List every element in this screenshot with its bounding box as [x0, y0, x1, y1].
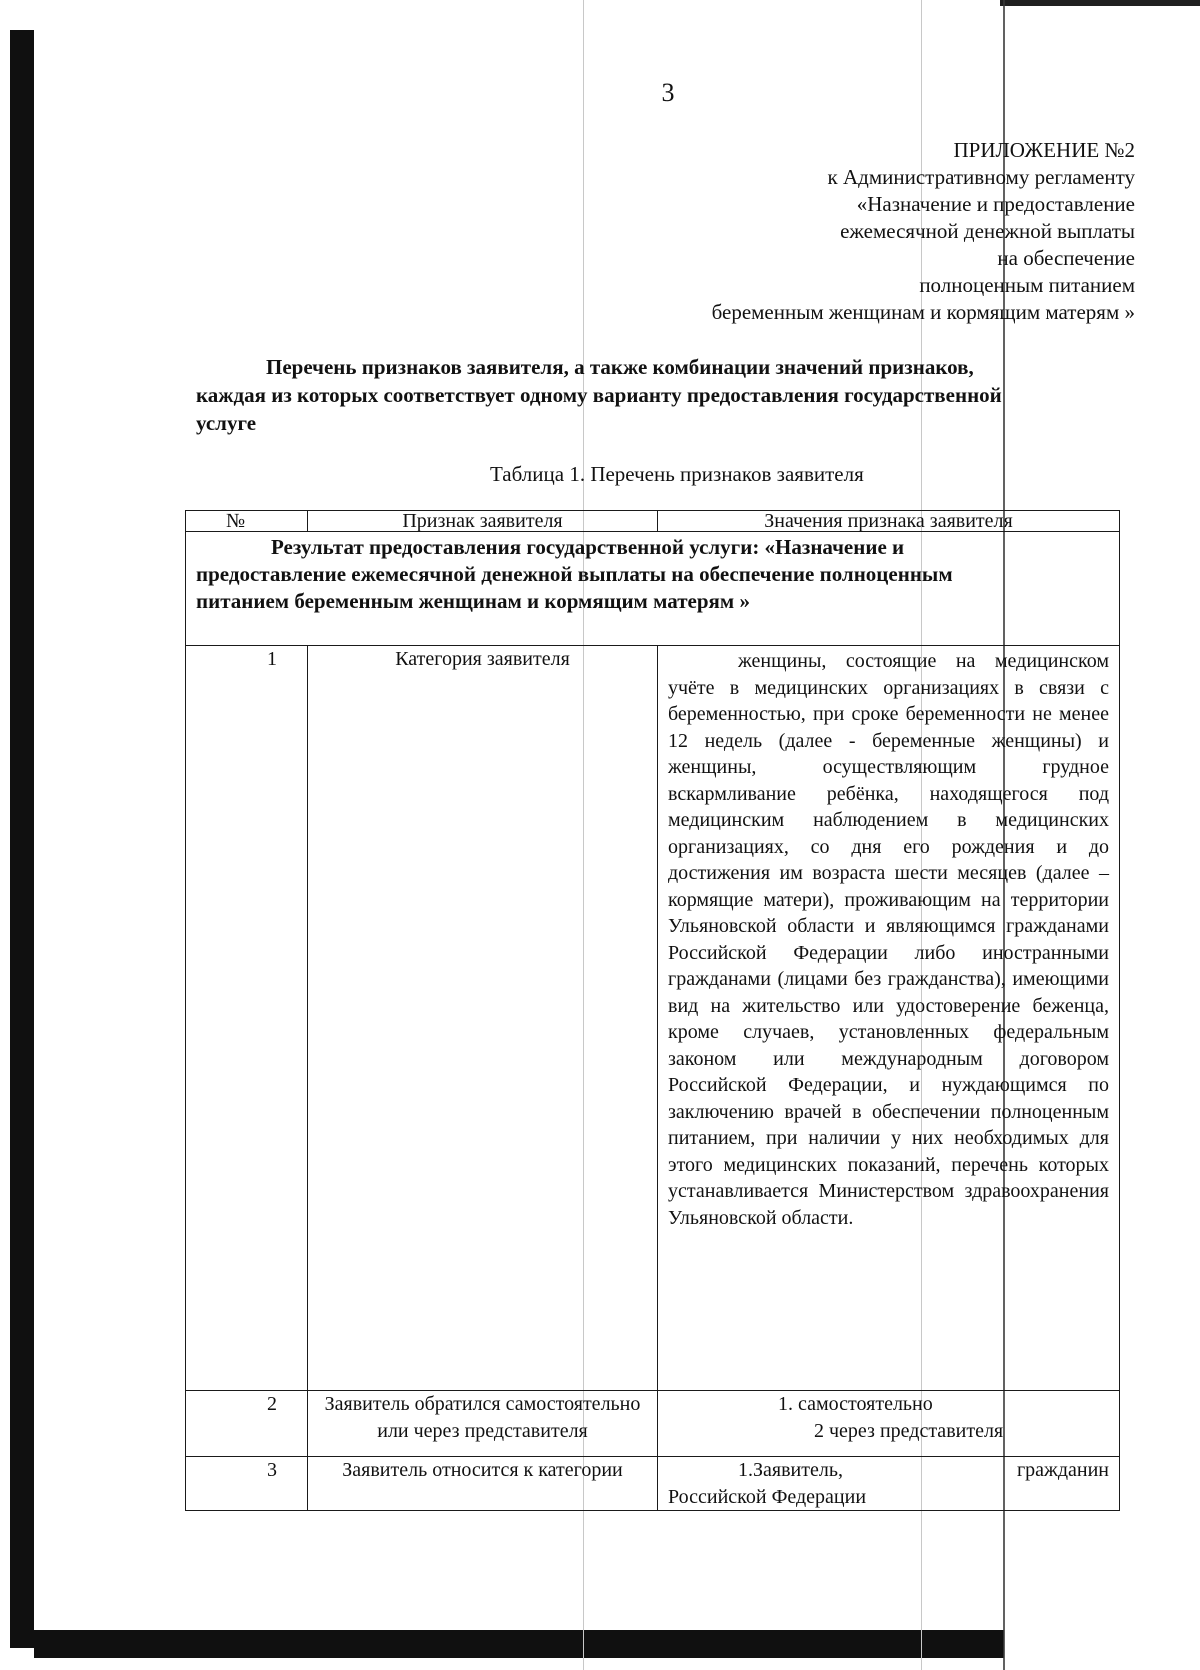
- appendix-line: на обеспечение: [997, 246, 1135, 270]
- appendix-line: беременным женщинам и кормящим матерям »: [711, 300, 1135, 324]
- table-header-row: [186, 511, 1120, 532]
- row-value-line: [668, 1457, 1109, 1484]
- appendix-line: к Административному регламенту: [827, 165, 1135, 189]
- service-result-line: Результат предоставления государственной услуги: «Назначение и: [271, 535, 905, 559]
- header-sign: Признак заявителя: [308, 511, 658, 532]
- appendix-line: ПРИЛОЖЕНИЕ №2: [953, 138, 1135, 162]
- appendix-line: «Назначение и предоставление: [856, 192, 1135, 216]
- row-value-part: гражданин: [1016, 1459, 1109, 1481]
- option-item: 2 через представителя: [814, 1419, 1004, 1442]
- row-sign: Заявитель относится к категории: [308, 1457, 658, 1511]
- table-row: [186, 1457, 1120, 1511]
- service-result-row: [186, 532, 1120, 646]
- service-result-cell: [186, 532, 1120, 646]
- row-options: [666, 1391, 1111, 1444]
- appendix-line: полноценным питанием: [919, 273, 1135, 297]
- page-number: 3: [661, 78, 675, 107]
- row-value-part: 1.Заявитель,: [738, 1459, 843, 1481]
- appendix-heading: [712, 137, 1135, 326]
- row-value: [658, 646, 1120, 1391]
- row-number: 3: [186, 1457, 308, 1511]
- row-number: 1: [186, 646, 308, 1391]
- option-item: 1. самостоятельно: [778, 1393, 933, 1415]
- applicant-signs-table: [185, 510, 1120, 1511]
- title-line: Перечень признаков заявителя, а также комбинации значений признаков,: [266, 355, 974, 379]
- header-number: №: [186, 511, 308, 532]
- row-value-line: Российской Федерации: [668, 1485, 867, 1508]
- scan-edge-left: [10, 30, 34, 1648]
- appendix-line: ежемесячной денежной выплаты: [840, 219, 1135, 243]
- table-caption: Таблица 1. Перечень признаков заявителя: [490, 462, 864, 486]
- row-sign: Заявитель обратился самостоятельно или через представителя: [308, 1391, 658, 1457]
- row-value: [658, 1457, 1120, 1511]
- table-row: [186, 1391, 1120, 1457]
- row-value-text: женщины, состоящие на медицинском учёте в медицинских организациях в связи с беременностью, при сроке беременности не менее 12 недель (далее - беременные женщины) и женщины, осуществляющим грудное вскармливание ребёнка, находящегося под медицинским наблюдением в медицинских организациях, со дня его рождения и до достижения им возраста шести месяцев (далее – кормящие матери), проживающим на территории Ульяновской области и являющимся гражданами Российской Федерации либо иностранными гражданами (лицами без гражданства), имеющими вид на жительство или удостоверение беженца, кроме случаев, установленных федеральным законом или международным договором Российской Федерации, и нуждающимся по заключению врачей в обеспечении полноценным питанием, при наличии у них необходимых для этого медицинских показаний, перечень которых устанавливается Министерством здравоохранения Ульяновской области.: [668, 650, 1109, 1229]
- title-line: услуге: [196, 411, 257, 435]
- row-sign: Категория заявителя: [308, 646, 658, 1391]
- document-title: [196, 353, 1126, 437]
- scan-edge-bottom: [34, 1630, 1004, 1658]
- service-result-line: предоставление ежемесячной денежной выплаты на обеспечение полноценным: [196, 562, 953, 586]
- title-line: каждая из которых соответствует одному варианту предоставления государственной: [196, 383, 1002, 407]
- row-number: 2: [186, 1391, 308, 1457]
- scan-edge-top: [1000, 0, 1200, 6]
- table-row: [186, 646, 1120, 1391]
- service-result-line: питанием беременным женщинам и кормящим матерям »: [196, 589, 750, 613]
- header-value: Значения признака заявителя: [658, 511, 1120, 532]
- row-value: [658, 1391, 1120, 1457]
